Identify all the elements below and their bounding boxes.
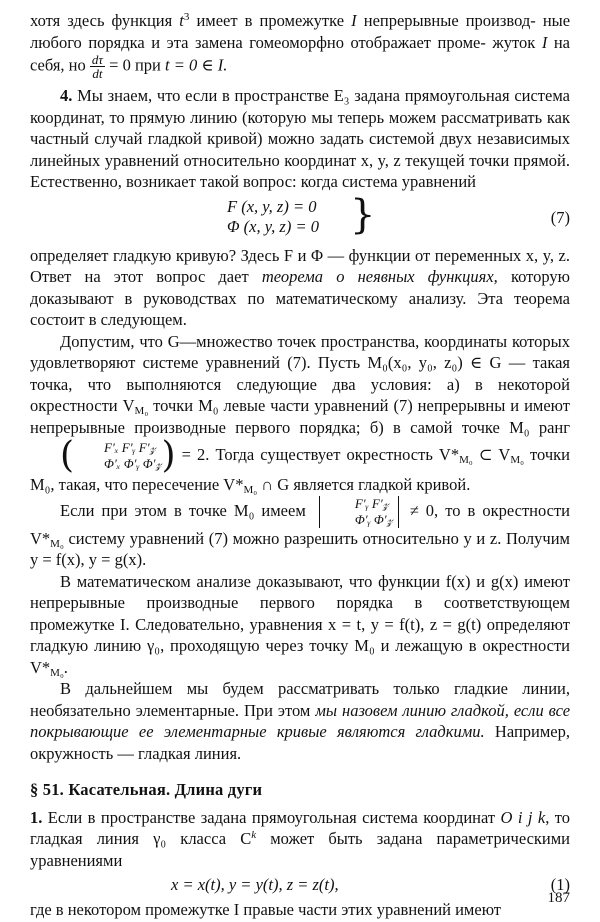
paragraph-text: В математическом анализе доказывают, что функции f(x) и g(x) имеют непрерывные производные первого порядка в соответствующем промежутке I. Следовательно, уравнения x = t, y = f(t), z = g(t) определяют гладкую линию γ₀, проходящую через точку M₀ и лежащую в окрестности V* xyxy=(30,571,570,677)
paragraph-text: Мы знаем, что если в пространстве E₃ задана прямоугольная система координат, то прямую линию (которую мы теперь можем рассматривать как частный случай гладкой кривой) можно задать системой двух независимых линейных уравнений относительно координат x, y, z текущей точки прямой. Естественно, возникает такой вопрос: когда система уравнений xyxy=(30,86,570,191)
page-number: 187 xyxy=(547,890,570,906)
system-lines xyxy=(227,197,319,237)
item-number: 4. xyxy=(60,86,73,105)
determinant-row-1: F′ᵧ F′𝓏 xyxy=(354,495,389,511)
paragraph-text: систему уравнений (7) можно разрешить относительно y и z. Получим y = f(x), y = g(x). xyxy=(30,528,570,569)
subscript-M0: M₀ xyxy=(134,405,149,417)
system-equation-Phi: Φ (x, y, z) = 0 xyxy=(227,216,319,236)
fraction-numerator: dτ xyxy=(91,52,104,67)
paragraph-assume xyxy=(30,331,570,496)
subscript-M0: M₀ xyxy=(459,453,473,466)
equation-system-7 xyxy=(30,191,570,241)
text-fragment: на себя, но xyxy=(30,32,570,75)
paragraph-text: ⊂ V xyxy=(478,444,511,464)
paragraph-text: Допустим, что G—множество точек пространства, координаты которых удовлетворяют системе уравнений (7). Пусть M₀(x₀, y₀, z₀) ∈ G — такая точка, что выполняются следующие два условия: а) в некоторой окрестности V xyxy=(30,331,570,415)
item-number: 1. xyxy=(30,807,43,827)
paragraph-text: может быть задана параметрическими уравнениями xyxy=(30,829,571,870)
math-I: I xyxy=(351,11,357,30)
paragraph-text: В дальнейшем мы будем рассматривать только гладкие линии, необязательно элементарные. При этом xyxy=(30,679,570,720)
subscript-M0: M₀ xyxy=(50,537,64,550)
paragraph-definition xyxy=(30,678,570,764)
fraction-dtau-dt xyxy=(90,53,105,80)
text-fragment: имеет в промежутке xyxy=(196,11,345,30)
parametric-equations: x = x(t), y = y(t), z = z(t), xyxy=(171,875,339,894)
page-body xyxy=(30,10,571,919)
system-equation-F: F (x, y, z) = 0 xyxy=(227,196,317,216)
right-brace: } xyxy=(350,191,376,238)
paragraph-section-1 xyxy=(30,807,570,872)
equation-number: (7) xyxy=(550,207,570,227)
paragraph-text: ∩ G является гладкой кривой. xyxy=(261,475,471,494)
paragraph-text: точки M₀ левые части уравнений (7) непрерывны и имеют непрерывные производные первого порядка; xyxy=(30,396,570,437)
basis-Oijk: O i j k xyxy=(500,807,546,827)
math-t: t xyxy=(179,11,184,30)
paragraph-text: Например, окружность — гладкая линия. xyxy=(30,722,570,763)
text-fragment: непрерывные производ- xyxy=(363,11,536,30)
paragraph-text: Если при этом в точке M₀ имеем xyxy=(60,500,306,520)
paragraph-text: Если в пространстве задана прямоугольная система координат xyxy=(47,807,496,827)
text-fragment: хотя здесь функция xyxy=(30,11,173,30)
math-expression: t = 0 ∈ I. xyxy=(165,55,228,75)
section-heading: § 51. Касательная. Длина дуги xyxy=(30,780,263,799)
paragraph-text: где в некотором промежутке I правые части этих уравнений имеют xyxy=(30,900,502,919)
subscript-M0: M₀ xyxy=(243,484,258,496)
paragraph-text: = 2. Тогда существует окрестность V* xyxy=(181,444,460,464)
determinant-row-2: Φ′ᵧ Φ′𝓏 xyxy=(354,511,393,527)
text-fragment: ные любого порядка и эта замена гомеоморфно отображает проме- xyxy=(30,11,571,52)
paragraph-4 xyxy=(30,85,570,193)
superscript-k: k xyxy=(251,829,257,841)
paragraph-continuation xyxy=(30,10,570,80)
paragraph-text: , то гладкая линия γ₀ класса C xyxy=(30,807,571,848)
subscript-M0: M₀ xyxy=(50,666,64,679)
italic-term: теорема о неявных функциях, xyxy=(261,267,498,286)
paragraph-text: . xyxy=(63,657,68,677)
italic-definition: мы назовем линию гладкой, если все покрывающие ее элементарные кривые являются гладкими. xyxy=(30,700,571,741)
equation-1 xyxy=(30,871,570,899)
paragraph-determinant xyxy=(30,496,570,571)
math-I: I xyxy=(541,32,548,52)
paragraph-analysis xyxy=(30,571,570,679)
matrix-row-2: Φ′ₓ Φ′ᵧ Φ′𝓏 xyxy=(104,456,162,471)
superscript-3: 3 xyxy=(183,11,190,23)
paragraph-text: точки M₀, такая, что пересечение V* xyxy=(30,444,570,494)
jacobian-matrix: ( F′ₓ F′ᵧ F′𝓏 Φ′ₓ Φ′ᵧ Φ′𝓏 ) xyxy=(60,435,176,476)
determinant xyxy=(319,496,399,528)
fraction-denominator: dt xyxy=(92,66,103,81)
text-fragment: = 0 при xyxy=(109,55,161,75)
subscript-M0: M₀ xyxy=(510,453,524,466)
paragraph-text: б) в самой точке M₀ ранг xyxy=(369,417,570,437)
matrix-row-1: F′ₓ F′ᵧ F′𝓏 xyxy=(104,440,156,455)
paragraph-text: которую доказывают в руководствах по математическому анализу. Эта теорема состоит в следующем. xyxy=(30,267,571,329)
paragraph-text: ≠ 0, то в окрестности V* xyxy=(30,500,571,548)
text-fragment: жуток xyxy=(492,32,536,52)
paragraph-text: определяет гладкую кривую? Здесь F и Φ — функции от переменных x, y, z. Ответ на этот вопрос дает xyxy=(30,245,570,286)
equation-number: (1) xyxy=(550,875,570,894)
paragraph-implicit-theorem xyxy=(30,245,570,331)
paragraph-last xyxy=(30,899,570,921)
